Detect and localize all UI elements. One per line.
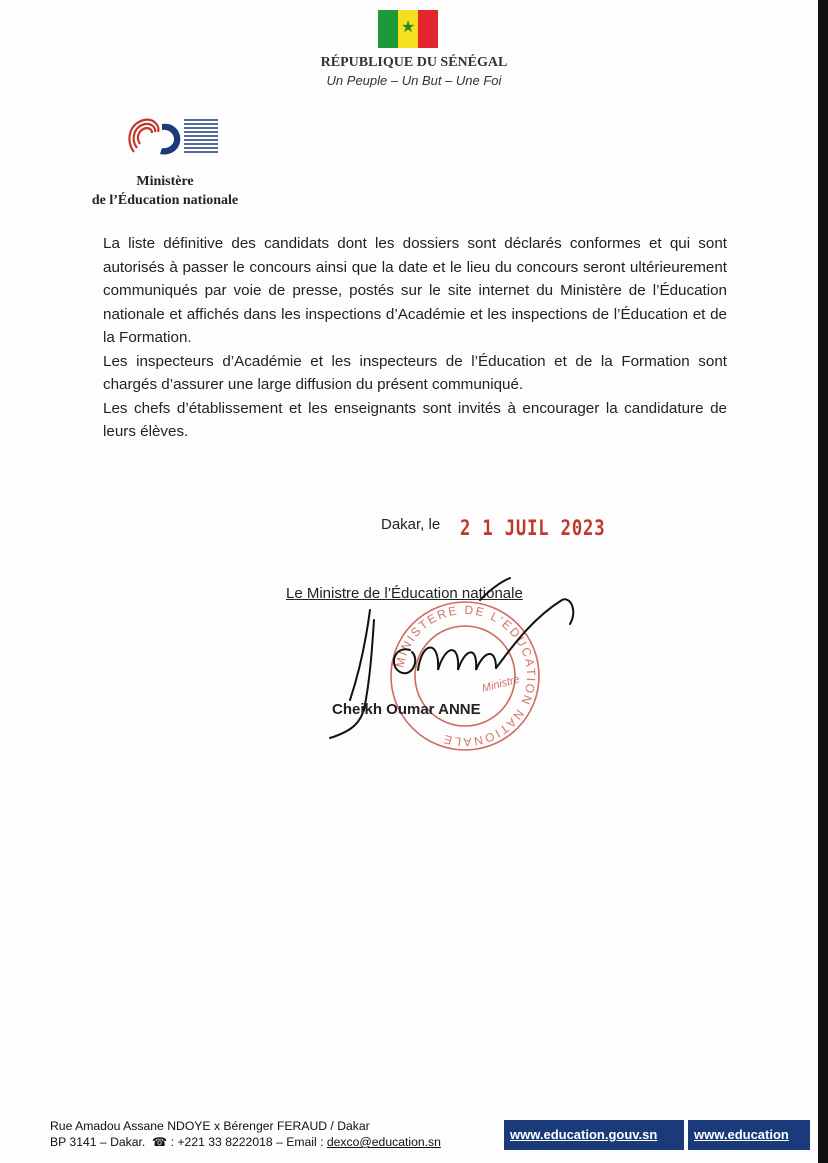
paragraph-1: La liste définitive des candidats dont les dossiers sont déclarés conformes et qui sont autorisés à passer le concours ainsi que la date et le lieu du concours seront ultérieurement communiqués par voie de presse, postés sur le site internet du Ministère de l’Éducation nationale et affichés dans les inspections d’Académie et les inspections de l’Éducation et de la Formation. <box>103 235 727 346</box>
svg-text:Ministre: Ministre <box>480 673 521 695</box>
footer-address <box>50 1118 441 1150</box>
paragraph-3: Les chefs d’établissement et les enseignants sont invités à encourager la candidature de leurs élèves. <box>103 399 727 440</box>
right-edge-bar <box>818 0 828 1163</box>
ministry-name <box>70 172 260 210</box>
footer-bp: BP 3141 – Dakar. <box>50 1135 146 1149</box>
footer-email-link[interactable]: dexco@education.sn <box>326 1135 441 1149</box>
footer-contact-line <box>50 1134 441 1150</box>
national-motto: Un Peuple – Un But – Une Foi <box>326 73 502 88</box>
website-link-1[interactable]: www.education.gouv.sn <box>504 1120 684 1150</box>
svg-text:MINISTERE DE L'EDUCATION NATIO: MINISTERE DE L'EDUCATION NATIONALE <box>392 602 539 750</box>
footer-email-label: – Email : <box>276 1135 324 1149</box>
minister-title: Le Ministre de l’Éducation nationale <box>286 585 523 602</box>
minister-name: Cheikh Oumar ANNE <box>332 701 481 718</box>
star-icon: ★ <box>400 19 416 36</box>
republic-title: RÉPUBLIQUE DU SÉNÉGAL <box>320 55 508 70</box>
ministry-line-1: Ministère <box>136 174 194 189</box>
footer-street: Rue Amadou Assane NDOYE x Bérenger FERAUD / Dakar <box>50 1119 370 1133</box>
footer-phone: : +221 33 8222018 <box>170 1135 273 1149</box>
phone-icon: ☎ <box>148 1135 168 1149</box>
date-place: Dakar, le <box>381 516 441 533</box>
senegal-flag-icon <box>378 10 438 48</box>
communique-body <box>103 232 727 444</box>
website-link-2[interactable]: www.education <box>688 1120 810 1150</box>
ministry-line-2: de l’Éducation nationale <box>91 193 239 208</box>
ministry-logo-icon <box>122 112 222 162</box>
paragraph-2: Les inspecteurs d’Académie et les inspecteurs de l’Éducation et de la Formation sont chargés d’assurer une large diffusion du présent communiqué. <box>103 352 727 393</box>
date-stamp: 2 1 JUIL 2023 <box>460 516 606 540</box>
